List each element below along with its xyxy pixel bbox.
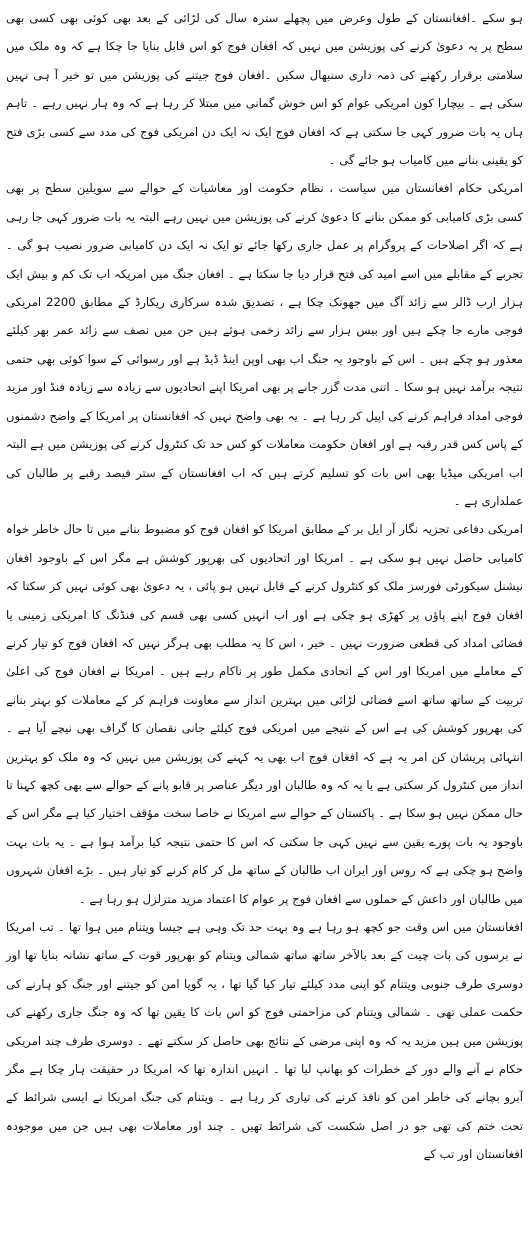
paragraph-3: امریکی دفاعی تجزیہ نگار آر ایل بر کے مطابق امریکا کو افغان فوج کو مضبوط بنانے میں تا حال خاطر خواہ کامیابی حاصل نہیں ہو سکی ہے ۔ امریکا اور اتحادیوں کی بھرپور کوشش ہے مگر اس کے باوجود افغان نیشنل سیکورٹی فورسز ملک کو کنٹرول کرنے کے قابل نہیں ہو پائی ، یہ دعویٰ بھی کوئی نہیں کر سکتا کہ افغان فوج اپنے پاؤں پر کھڑی ہو چکی ہے اور اب انہیں کسی بھی قسم کی فنڈنگ کا امریکی زمینی یا فضائی امداد کی قطعی ضرورت نہیں ۔ خیر ، اس کا یہ مطلب بھی ہرگز نہیں کہ افغان فوج کو تیار کرنے کے معاملے میں امریکا اور اس کے اتحادی مکمل طور پر ناکام رہے ہیں ۔ امریکا نے افغان فوج کی اعلیٰ تربیت کے ساتھ ساتھ اسے فضائی لڑائی میں بہترین انداز سے معاونت فراہم کر کے معاملات کو بہتر بنانے کی بھرپور کوشش کی ہے اس کے نتیجے میں امریکی فوج کیلئے جانی نقصان کا گراف بھی نیچے آیا ہے ۔ انتہائی پریشان کن امر یہ ہے کہ افغان فوج اب بھی یہ کہنے کی پوزیشن میں نہیں کہ وہ ملک کو بہترین انداز میں کنٹرول کر سکتی ہے یا یہ کہ وہ طالبان اور دیگر عناصر پر قابو پانے کے حوالے سے بھی کچھ کہنا تا حال ممکن نہیں ہو سکا ہے ۔ پاکستان کے حوالے سے امریکا نے خاصا سخت مؤقف اختیار کیا ہے مگر اس کے باوجود یہ بات پورے یقین سے نہیں کہی جا سکتی کہ اس کا حتمی نتیجہ کیا برآمد ہوا ہے ۔ یہ بات بہت واضح ہو چکی ہے کہ روس اور ایران اب طالبان کے ساتھ مل کر کام کرنے کو تیار ہیں ۔ بڑے افغان شہروں میں طالبان اور داعش کے حملوں سے افغان فوج پر عوام کا اعتماد مزید متزلزل ہو رہا ہے ۔	[6, 522, 523, 906]
paragraph-4: افغانستان میں اس وقت جو کچھ ہو رہا ہے وہ بہت حد تک وہی ہے جیسا ویتنام میں ہوا تھا ۔ تب امریکا نے برسوں کی بات چیت کے بعد بالآخر ساتھ ساتھ شمالی ویتنام کو بھرپور قوت کے ساتھ نشانہ بنایا تھا اور دوسری طرف جنوبی ویتنام کو اپنی مدد کیلئے تیار کیا گیا تھا ، یہ گویا امن کو جیتنے اور جنگ کو ہارنے کی حکمت عملی تھی ۔ شمالی ویتنام کی مزاحمتی فوج کو اس بات کا یقین تھا کہ وہ جنگ جاری رکھنے کی پوزیشن میں ہیں مزید یہ کہ وہ اپنی مرضی کے نتائج بھی حاصل کر سکتے تھے ۔ دوسری طرف چند امریکی حکام نے آنے والے دور کے خطرات کو بھانپ لیا تھا ۔ انہیں اندازہ تھا کہ امریکا در حقیقت ہار چکا ہے مگر آبرو بچانے کی خاطر امن کو نافذ کرنے کی تیاری کر رہا ہے ۔ ویتنام کی جنگ امریکا نے ایسی شرائط کے تحت ختم کی تھی جو در اصل شکست کی شرائط تھیں ۔ چند اور معاملات بھی ہیں جن میں موجودہ افغانستان اور تب کے	[6, 920, 523, 1162]
paragraph-1: ہو سکے ۔افغانستان کے طول وعرض میں پچھلے سترہ سال کی لڑائی کے بعد بھی کوئی بھی کسی بھی سطح پر یہ دعویٰ کرنے کی پوزیشن میں نہیں کہ افغان فوج کو اس قابل بنایا جا چکا ہے کہ وہ ملک میں سلامتی برقرار رکھنے کی ذمہ داری سنبھال سکیں ۔افغان فوج جیتنے کی پوزیشن میں تو خیر آ ہی نہیں سکی ہے ۔ بیچارا کون امریکی عوام کو اس خوش گمانی میں مبتلا کر رہا ہے کہ وہ ہار نہیں رہے ۔ تاہم ہاں یہ بات ضرور کہی جا سکتی ہے کہ افغان فوج ایک نہ ایک دن امریکی فوج کی مدد سے کسی بڑی فتح کو یقینی بنانے میں کامیاب ہو جائے گی ۔	[6, 11, 523, 168]
paragraph-2: امریکی حکام افغانستان میں سیاست ، نظام حکومت اور معاشیات کے حوالے سے سویلین سطح پر بھی کسی بڑی کامیابی کو ممکن بنانے کا دعویٰ کرنے کی پوزیشن میں نہیں رہے البتہ یہ بات ضرور کہی جا رہی ہے کہ اگر اصلاحات کے پروگرام پر عمل جاری رکھا جائے تو ایک نہ ایک دن کامیابی ضرور نصیب ہو گی ۔ تجربے کے مقابلے میں اسے امید کی فتح قرار دیا جا سکتا ہے ۔ افغان جنگ میں امریکہ اب تک کم و بیش ایک ہزار ارب ڈالر سے زائد آگ میں جھونک چکا ہے ، تصدیق شدہ سرکاری ریکارڈ کے مطابق 2200 امریکی فوجی مارے جا چکے ہیں اور بیس ہزار سے زائد زخمی ہوئے ہیں جن میں نصف سے زائد عمر بھر کیلئے معذور ہو چکے ہیں ۔ اس کے باوجود یہ جنگ اب بھی اوپن اینڈ ڈیڈ ہے اور رسوائی کے سوا کوئی بھی حتمی نتیجہ برآمد نہیں ہو سکا ۔ اتنی مدت گزر جانے پر بھی امریکا اپنے اتحادیوں سے زیادہ سے زیادہ فنڈ اور مزید فوجی امداد فراہم کرنے کی اپیل کر رہا ہے ۔ یہ بھی واضح نہیں کہ افغانستان پر امریکا کے واضح دشمنوں کے پاس کس قدر رقبہ ہے اور افغان حکومت معاملات کو کس حد تک کنٹرول کرنے کی پوزیشن میں ہے البتہ اب امریکی میڈیا بھی اس بات کو تسلیم کرتے ہیں کہ اب افغانستان کے ستر فیصد رقبے پر طالبان کی عملداری ہے ۔	[6, 181, 523, 508]
